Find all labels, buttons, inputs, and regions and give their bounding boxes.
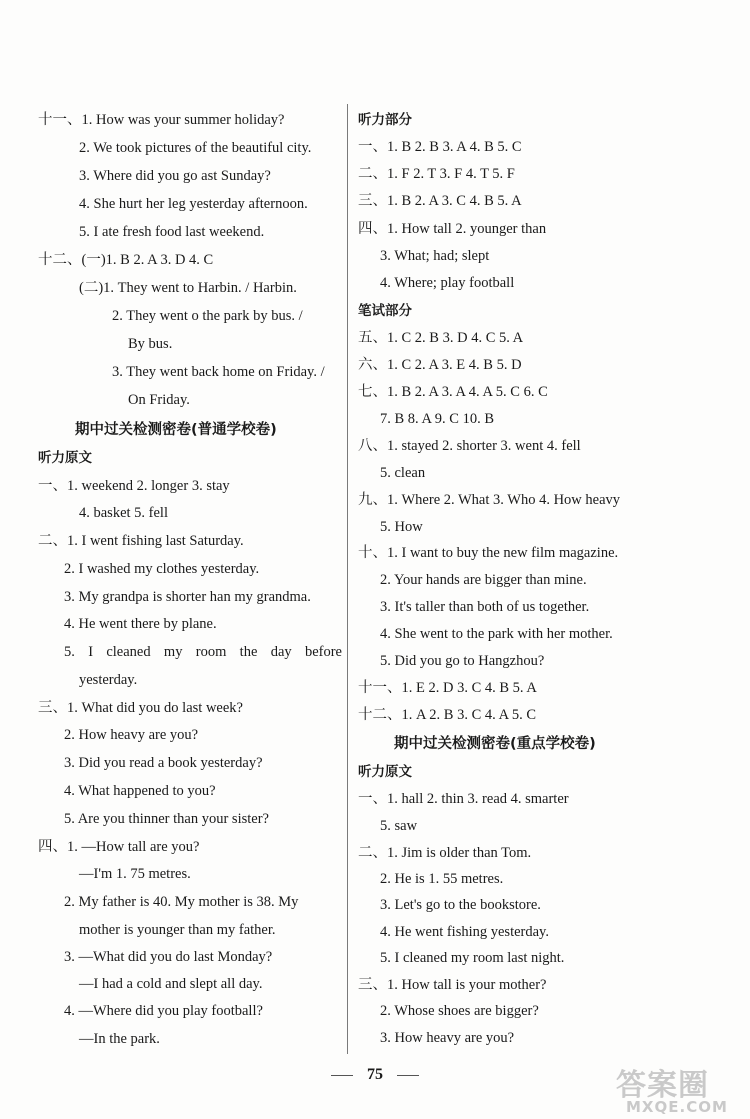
answer-line: 八、1. stayed 2. shorter 3. went 4. fell [358, 438, 581, 454]
answer-line: 4. What happened to you? [64, 783, 216, 799]
section-title: 期中过关检测密卷(普通学校卷) [75, 422, 277, 438]
section-heading-listening: 听力部分 [358, 112, 412, 128]
section-subtitle: 听力原文 [38, 450, 92, 466]
answer-line: On Friday. [128, 392, 190, 408]
answer-line: 3. Did you read a book yesterday? [64, 755, 263, 771]
watermark-logo-url: MXQE.COM [626, 1098, 728, 1116]
answer-line: 3. Let's go to the bookstore. [380, 897, 541, 913]
section-title: 期中过关检测密卷(重点学校卷) [394, 736, 596, 752]
section-subtitle: 听力原文 [358, 764, 412, 780]
answer-line: 5. I cleaned my room the day before [64, 644, 342, 660]
answer-line: 3. They went back home on Friday. / [112, 364, 325, 380]
column-divider [347, 104, 348, 1054]
answer-line: 2. He is 1. 55 metres. [380, 871, 504, 887]
answer-line: 2. They went o the park by bus. / [112, 308, 303, 324]
answer-line: 九、1. Where 2. What 3. Who 4. How heavy [358, 492, 621, 508]
answer-line: 7. B 8. A 9. C 10. B [380, 411, 495, 427]
answer-line: 5. clean [380, 465, 426, 481]
answer-line: 5. I ate fresh food last weekend. [79, 224, 265, 240]
answer-line: 5. How [380, 519, 423, 535]
answer-line: 2. Whose shoes are bigger? [380, 1003, 539, 1019]
answer-line: yesterday. [79, 672, 138, 688]
answer-line: —I had a cold and slept all day. [79, 976, 263, 992]
answer-line: 3. How heavy are you? [380, 1030, 515, 1046]
answer-line: 二、1. Jim is older than Tom. [358, 845, 532, 861]
page-number: 75 [367, 1066, 383, 1083]
answer-line: 4. —Where did you play football? [64, 1003, 263, 1019]
answer-line: 4. basket 5. fell [79, 505, 168, 521]
watermark-logo-text: 答案圈 [616, 1068, 709, 1103]
watermark-logo [612, 1060, 748, 1118]
answer-line: 5. I cleaned my room last night. [380, 950, 565, 966]
answer-line: 3. My grandpa is shorter han my grandma. [64, 589, 311, 605]
answer-line: 十一、1. How was your summer holiday? [38, 112, 285, 128]
answer-line: 3. Where did you go ast Sunday? [79, 168, 271, 184]
answer-line: 四、1. How tall 2. younger than [358, 221, 547, 237]
answer-line: 三、1. What did you do last week? [38, 700, 243, 716]
answer-line: 二、1. I went fishing last Saturday. [38, 533, 244, 549]
answer-line: 2. We took pictures of the beautiful city. [79, 140, 312, 156]
answer-line: 十一、1. E 2. D 3. C 4. B 5. A [358, 680, 537, 696]
answer-line: 4. Where; play football [380, 275, 515, 291]
answer-line: —I'm 1. 75 metres. [79, 866, 191, 882]
answer-line: 三、1. B 2. A 3. C 4. B 5. A [358, 193, 522, 209]
answer-line: 二、1. F 2. T 3. F 4. T 5. F [358, 166, 515, 182]
answer-line: 十、1. I want to buy the new film magazine. [358, 545, 619, 561]
answer-line: 五、1. C 2. B 3. D 4. C 5. A [358, 330, 524, 346]
answer-line: mother is younger than my father. [79, 922, 276, 938]
answer-line: 2. How heavy are you? [64, 727, 199, 743]
answer-line: By bus. [128, 336, 173, 352]
footer-dash-left [331, 1075, 353, 1076]
answer-line: 5. saw [380, 818, 418, 834]
answer-line: 六、1. C 2. A 3. E 4. B 5. D [358, 357, 522, 373]
answer-line: 4. He went there by plane. [64, 616, 217, 632]
answer-line: 十二、1. A 2. B 3. C 4. A 5. C [358, 707, 537, 723]
footer-dash-right [397, 1075, 419, 1076]
answer-line: —In the park. [79, 1031, 160, 1047]
answer-line: 七、1. B 2. A 3. A 4. A 5. C 6. C [358, 384, 548, 400]
answer-line: 4. She hurt her leg yesterday afternoon. [79, 196, 308, 212]
answer-line: 4. He went fishing yesterday. [380, 924, 549, 940]
answer-line: 四、1. —How tall are you? [38, 839, 200, 855]
answer-line: 2. I washed my clothes yesterday. [64, 561, 260, 577]
answer-line: 三、1. How tall is your mother? [358, 977, 547, 993]
answer-line: 2. My father is 40. My mother is 38. My [64, 894, 299, 910]
answer-line: 2. Your hands are bigger than mine. [380, 572, 587, 588]
answer-line: 一、1. hall 2. thin 3. read 4. smarter [358, 791, 569, 807]
answer-line: 5. Are you thinner than your sister? [64, 811, 269, 827]
section-heading-written: 笔试部分 [358, 303, 412, 319]
answer-line: 4. She went to the park with her mother. [380, 626, 613, 642]
answer-line: 3. It's taller than both of us together. [380, 599, 590, 615]
answer-line: 一、1. B 2. B 3. A 4. B 5. C [358, 139, 522, 155]
answer-line: 十二、(一)1. B 2. A 3. D 4. C [38, 252, 214, 268]
answer-line: (二)1. They went to Harbin. / Harbin. [79, 280, 297, 296]
answer-line: 一、1. weekend 2. longer 3. stay [38, 478, 230, 494]
answer-line: 3. —What did you do last Monday? [64, 949, 273, 965]
answer-line: 3. What; had; slept [380, 248, 490, 264]
answer-line: 5. Did you go to Hangzhou? [380, 653, 545, 669]
